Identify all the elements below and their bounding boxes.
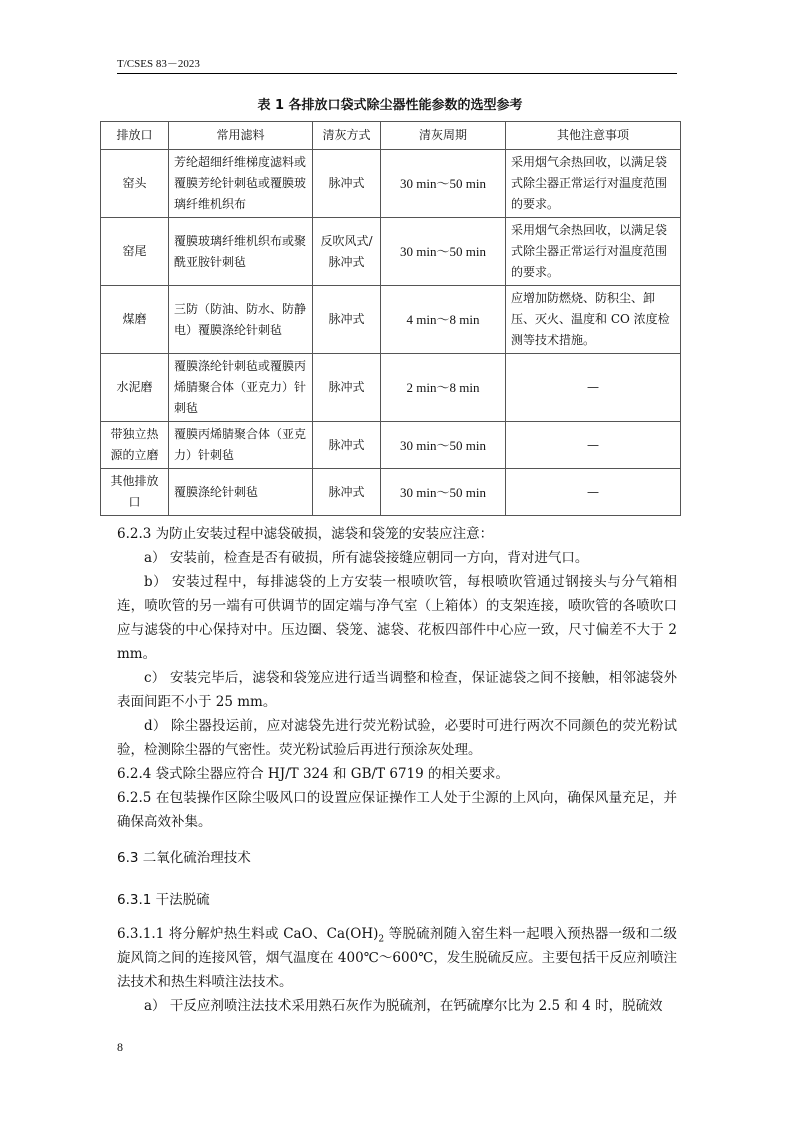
table-cell: — <box>506 469 681 516</box>
para-item-a: a） 安装前，检查是否有破损，所有滤袋接缝应朝同一方向，背对进气口。 <box>144 550 589 566</box>
table-cell: 30 min～50 min <box>381 150 506 218</box>
table-cell: 30 min～50 min <box>381 218 506 286</box>
column-header: 清灰周期 <box>381 122 506 150</box>
para-6-2-3: 6.2.3 为防止安装过程中滤袋破损，滤袋和袋笼的安装应注意： <box>117 526 494 542</box>
table-cell: 脉冲式 <box>313 286 381 354</box>
table-cell: 应增加防燃烧、防积尘、卸压、灭火、温度和 CO 浓度检测等技术措施。 <box>506 286 681 354</box>
table-cell: 采用烟气余热回收，以满足袋式除尘器正常运行对温度范围的要求。 <box>506 150 681 218</box>
table-cell: — <box>506 354 681 422</box>
column-header: 其他注意事项 <box>506 122 681 150</box>
table-title: 表 1 各排放口袋式除尘器性能参数的选型参考 <box>257 98 523 113</box>
table-cell: 芳纶超细纤维梯度滤料或覆膜芳纶针刺毡或覆膜玻璃纤维机织布 <box>169 150 313 218</box>
column-header: 常用滤料 <box>169 122 313 150</box>
section-heading-6-3: 6.3 二氧化硫治理技术 <box>117 850 251 866</box>
table-cell: 30 min～50 min <box>381 469 506 516</box>
column-header: 清灰方式 <box>313 122 381 150</box>
table-cell: 4 min～8 min <box>381 286 506 354</box>
table-cell: 覆膜丙烯腈聚合体（亚克力）针刺毡 <box>169 422 313 469</box>
section-heading-6-3-1: 6.3.1 干法脱硫 <box>117 892 210 908</box>
table-cell: 反吹风式/脉冲式 <box>313 218 381 286</box>
header-rule <box>117 73 677 74</box>
table-cell: 覆膜玻璃纤维机织布或聚酰亚胺针刺毡 <box>169 218 313 286</box>
table-cell: 其他排放口 <box>101 469 169 516</box>
table-cell: 三防（防油、防水、防静电）覆膜涤纶针刺毡 <box>169 286 313 354</box>
para-item-b: b） 安装过程中，每排滤袋的上方安装一根喷吹管，每根喷吹管通过钢接头与分气箱相连，喷吹管的另一端有可供调节的固定端与净气室（上箱体）的支架连接，喷吹管的各喷吹口应与滤袋的中心保持对中。压边圈、袋笼、滤袋、花板四部件中心应一致，尺寸偏差不大于 2 mm。 <box>117 574 677 662</box>
para-item-a-dry: a） 干反应剂喷注法技术采用熟石灰作为脱硫剂，在钙硫摩尔比为 2.5 和 4 时，脱硫效 <box>144 998 663 1014</box>
para-text: 等脱硫剂随入窑生料一起喂入预热器一级和二级旋风筒之间的连接风管，烟气温度在 400℃～600℃，发生脱硫反应。主要包括干反应剂喷注法技术和热生料喷注法技术。 <box>117 926 677 990</box>
body-text <box>117 522 677 1018</box>
table-cell: 脉冲式 <box>313 469 381 516</box>
table-row <box>101 286 681 354</box>
table-cell: 脉冲式 <box>313 150 381 218</box>
table-cell: 煤磨 <box>101 286 169 354</box>
table-header-row <box>101 122 681 150</box>
table-cell: 带独立热源的立磨 <box>101 422 169 469</box>
table-cell: 水泥磨 <box>101 354 169 422</box>
column-header: 排放口 <box>101 122 169 150</box>
table-row <box>101 354 681 422</box>
content-flow <box>100 121 680 1018</box>
table-cell: 覆膜涤纶针刺毡或覆膜丙烯腈聚合体（亚克力）针刺毡 <box>169 354 313 422</box>
selection-table <box>100 121 681 516</box>
table-cell: 脉冲式 <box>313 422 381 469</box>
table-row <box>101 218 681 286</box>
table-cell: 30 min～50 min <box>381 422 506 469</box>
para-6-3-1-1 <box>117 922 677 994</box>
table-cell: — <box>506 422 681 469</box>
table-cell: 覆膜涤纶针刺毡 <box>169 469 313 516</box>
table-cell: 窑头 <box>101 150 169 218</box>
para-6-2-4: 6.2.4 袋式除尘器应符合 HJ/T 324 和 GB/T 6719 的相关要求。 <box>117 766 510 782</box>
para-item-c: c） 安装完毕后，滤袋和袋笼应进行适当调整和检查，保证滤袋之间不接触，相邻滤袋外表面间距不小于 25 mm。 <box>117 670 677 710</box>
para-6-2-5: 6.2.5 在包装操作区除尘吸风口的设置应保证操作工人处于尘源的上风向，确保风量充足，并确保高效补集。 <box>117 790 677 830</box>
table-row <box>101 469 681 516</box>
para-item-d: d） 除尘器投运前，应对滤袋先进行荧光粉试验，必要时可进行两次不同颜色的荧光粉试验，检测除尘器的气密性。荧光粉试验后再进行预涂灰处理。 <box>117 718 677 758</box>
table-cell: 窑尾 <box>101 218 169 286</box>
table-cell: 脉冲式 <box>313 354 381 422</box>
table-row <box>101 422 681 469</box>
table-row <box>101 150 681 218</box>
doc-header: T/CSES 83－2023 <box>117 58 200 70</box>
subscript: 2 <box>378 934 385 945</box>
table-cell: 采用烟气余热回收，以满足袋式除尘器正常运行对温度范围的要求。 <box>506 218 681 286</box>
table-cell: 2 min～8 min <box>381 354 506 422</box>
para-text: 6.3.1.1 将分解炉热生料或 CaO、Ca(OH) <box>117 926 379 942</box>
page-number: 8 <box>117 1040 123 1054</box>
